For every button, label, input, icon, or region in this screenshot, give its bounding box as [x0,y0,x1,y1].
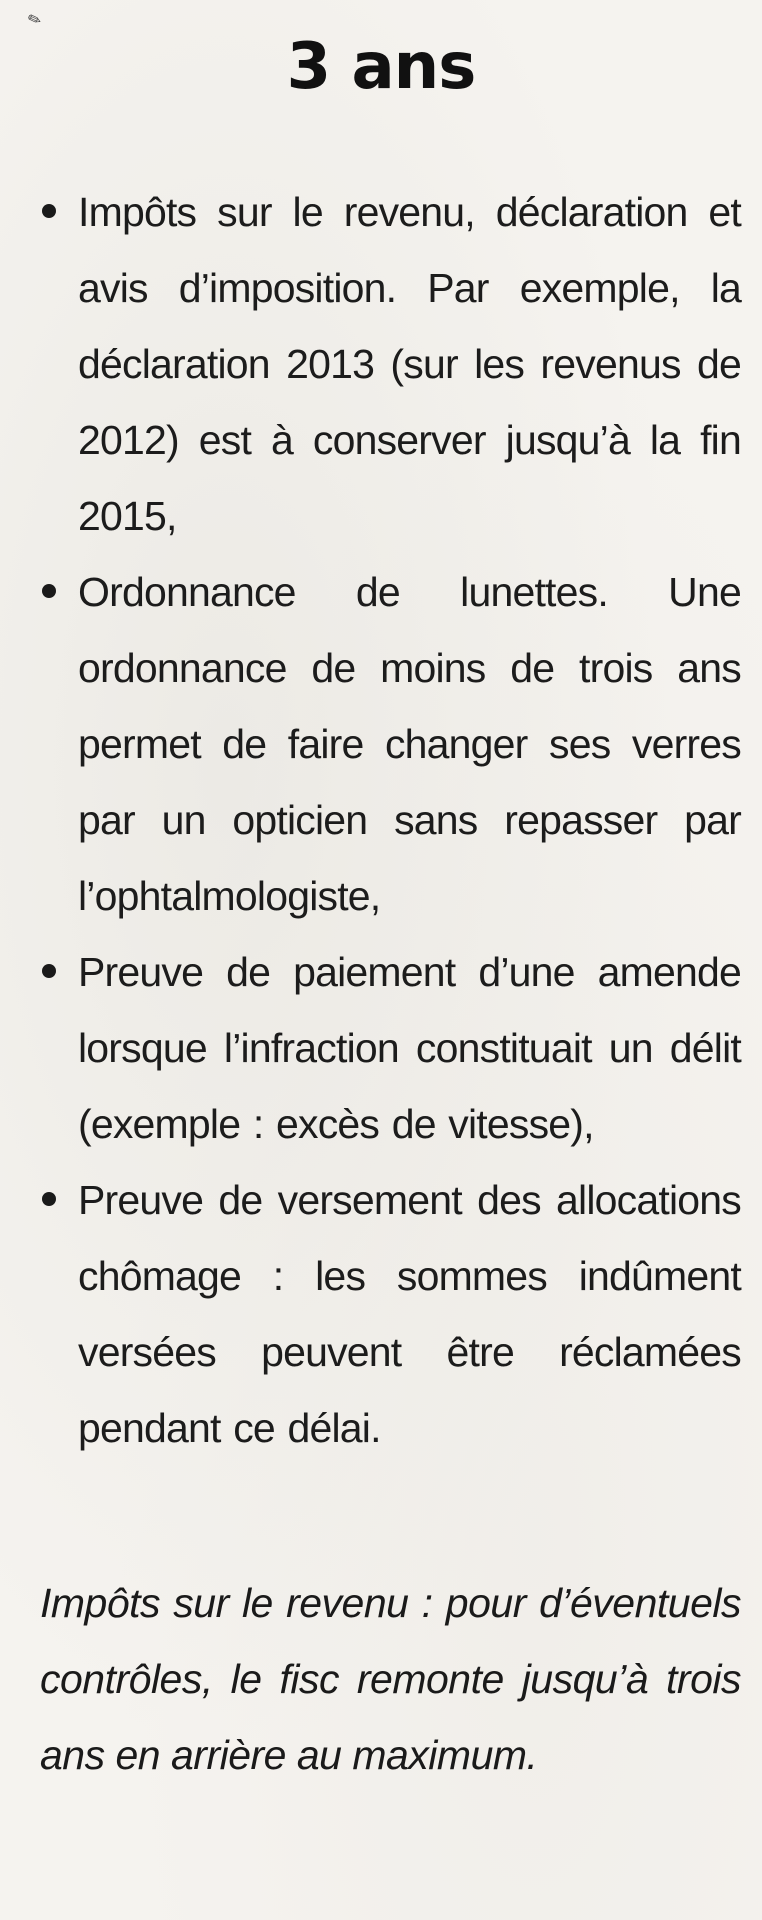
list-item-text: Ordonnance de lunettes. Une ordonnance de moins de trois ans permet de faire changer ses verres par un opticien sans repasser par l’ophtalmologiste, [78,569,741,919]
list-item [0,554,762,934]
bullet-dot-icon [42,964,56,978]
retention-list [0,174,762,1466]
bullet-dot-icon [42,204,56,218]
list-item [0,1162,762,1466]
paperclip-icon: ✎ [25,10,45,31]
list-item-text: Preuve de versement des allocations chômage : les sommes indûment versées peuvent être réclamées pendant ce délai. [78,1177,741,1451]
list-item [0,174,762,554]
footnote-text: Impôts sur le revenu : pour d’éventuels contrôles, le fisc remonte jusqu’à trois ans en arrière au maximum. [40,1580,741,1778]
list-item [0,934,762,1162]
bullet-dot-icon [42,1192,56,1206]
page-title: 3 ans [286,30,476,104]
bullet-dot-icon [42,584,56,598]
list-item-text: Preuve de paiement d’une amende lorsque l’infraction constituait un délit (exemple : excès de vitesse), [78,949,741,1147]
list-item-text: Impôts sur le revenu, déclaration et avis d’imposition. Par exemple, la déclaration 2013 (sur les revenus de 2012) est à conserver jusqu’à la fin 2015, [78,189,741,539]
